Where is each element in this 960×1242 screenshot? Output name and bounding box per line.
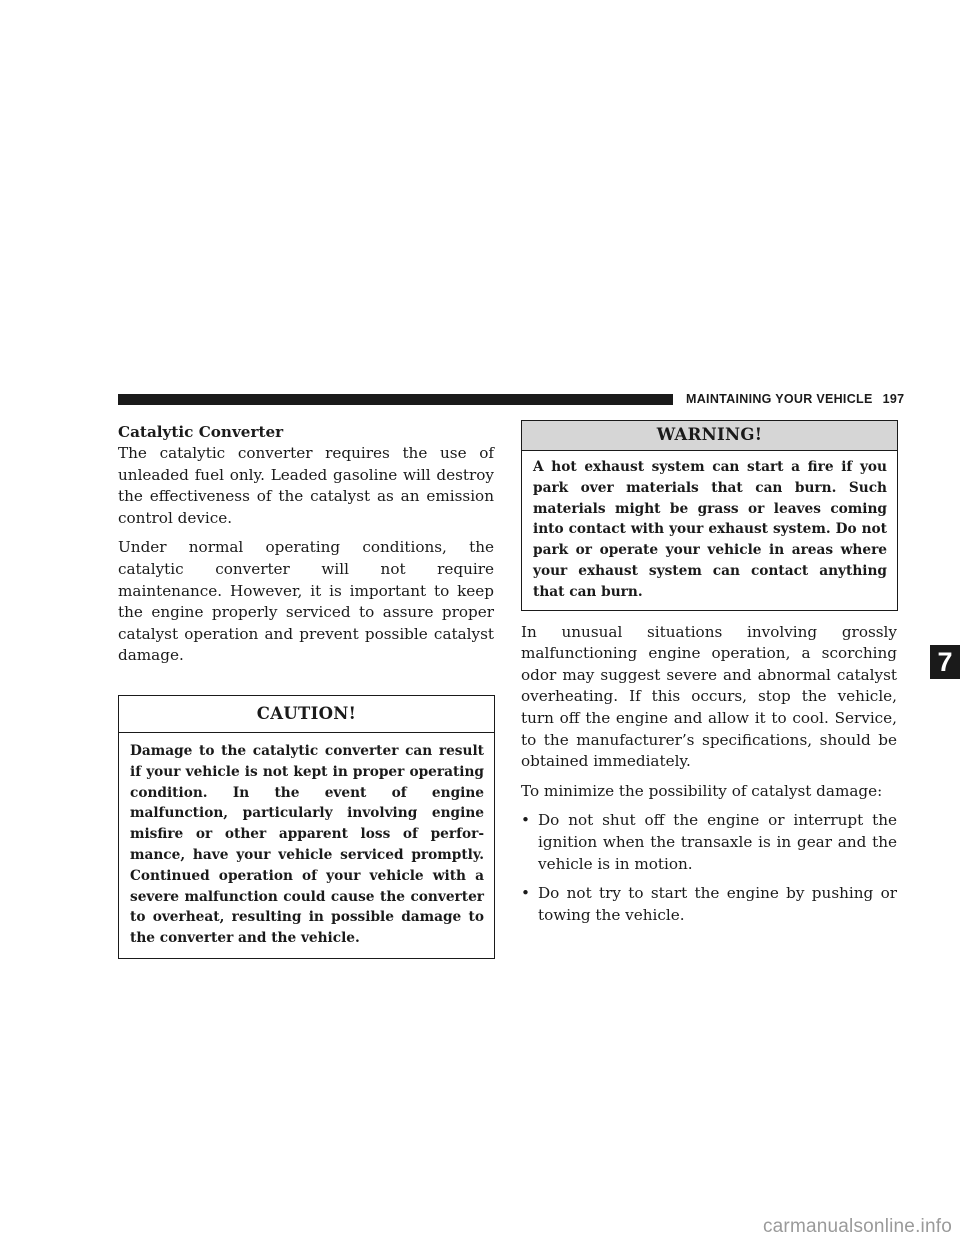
left-column: [118, 420, 494, 959]
section-heading: Catalytic Converter: [118, 423, 284, 441]
bullet-icon: •: [521, 811, 530, 830]
paragraph-overheating: In unusual situations involving grossly malfunctioning engine operation, a scorching odor may suggest severe and abnormal catalyst overheating. If this occurs, stop the vehicle, turn off the engine and allow it to cool. Service, to the manufacturer’s specifications, should be obtained immediately.: [521, 622, 897, 771]
section-tab: 7: [930, 645, 960, 679]
right-column: [521, 420, 897, 934]
caution-box: [118, 695, 495, 959]
page-number: 197: [882, 392, 905, 406]
bullet-icon: •: [521, 884, 530, 903]
watermark: carmanualsonline.info: [762, 1216, 952, 1237]
list-item-text: Do not try to start the engine by pushing or towing the vehicle.: [538, 884, 897, 924]
paragraph-minimize-damage: To minimize the possibility of catalyst damage:: [521, 781, 883, 800]
list-item-text: Do not shut off the engine or interrupt the ignition when the transaxle is in gear and the vehicle is in motion.: [538, 811, 897, 873]
warning-title: WARNING!: [522, 421, 897, 450]
list-item: [521, 810, 897, 875]
warning-text: A hot exhaust system can start a fire if you park over materials that can burn. Such materials might be grass or leaves coming into contact with your exhaust system. Do not park or operate your vehicle in areas where your exhaust system can contact anything that can burn.: [522, 450, 897, 610]
paragraph-unleaded-fuel: The catalytic converter requires the use of unleaded fuel only. Leaded gasoline will destroy the effectiveness of the catalyst as an emission control device.: [118, 444, 494, 527]
header-section-title: MAINTAINING YOUR VEHICLE: [686, 392, 873, 406]
running-header: [686, 392, 904, 406]
catalyst-damage-list: [521, 810, 897, 926]
list-item: [521, 883, 897, 926]
caution-text: Damage to the catalytic converter can result if your vehicle is not kept in proper operating condition. In the event of engine malfunction, particularly involving engine misfire or other apparent loss of performance, have your vehicle serviced promptly. Continued operation of your vehicle with a severe malfunction could cause the converter to overheat, resulting in possible damage to the converter and the vehicle.: [119, 732, 494, 958]
header-rule: [118, 394, 673, 405]
paragraph-maintenance: Under normal operating conditions, the catalytic converter will not require maintenance. However, it is important to keep the engine properly serviced to assure proper catalyst operation and prevent possible catalyst damage.: [118, 538, 494, 665]
warning-box: [521, 420, 898, 611]
caution-title: CAUTION!: [256, 703, 357, 723]
